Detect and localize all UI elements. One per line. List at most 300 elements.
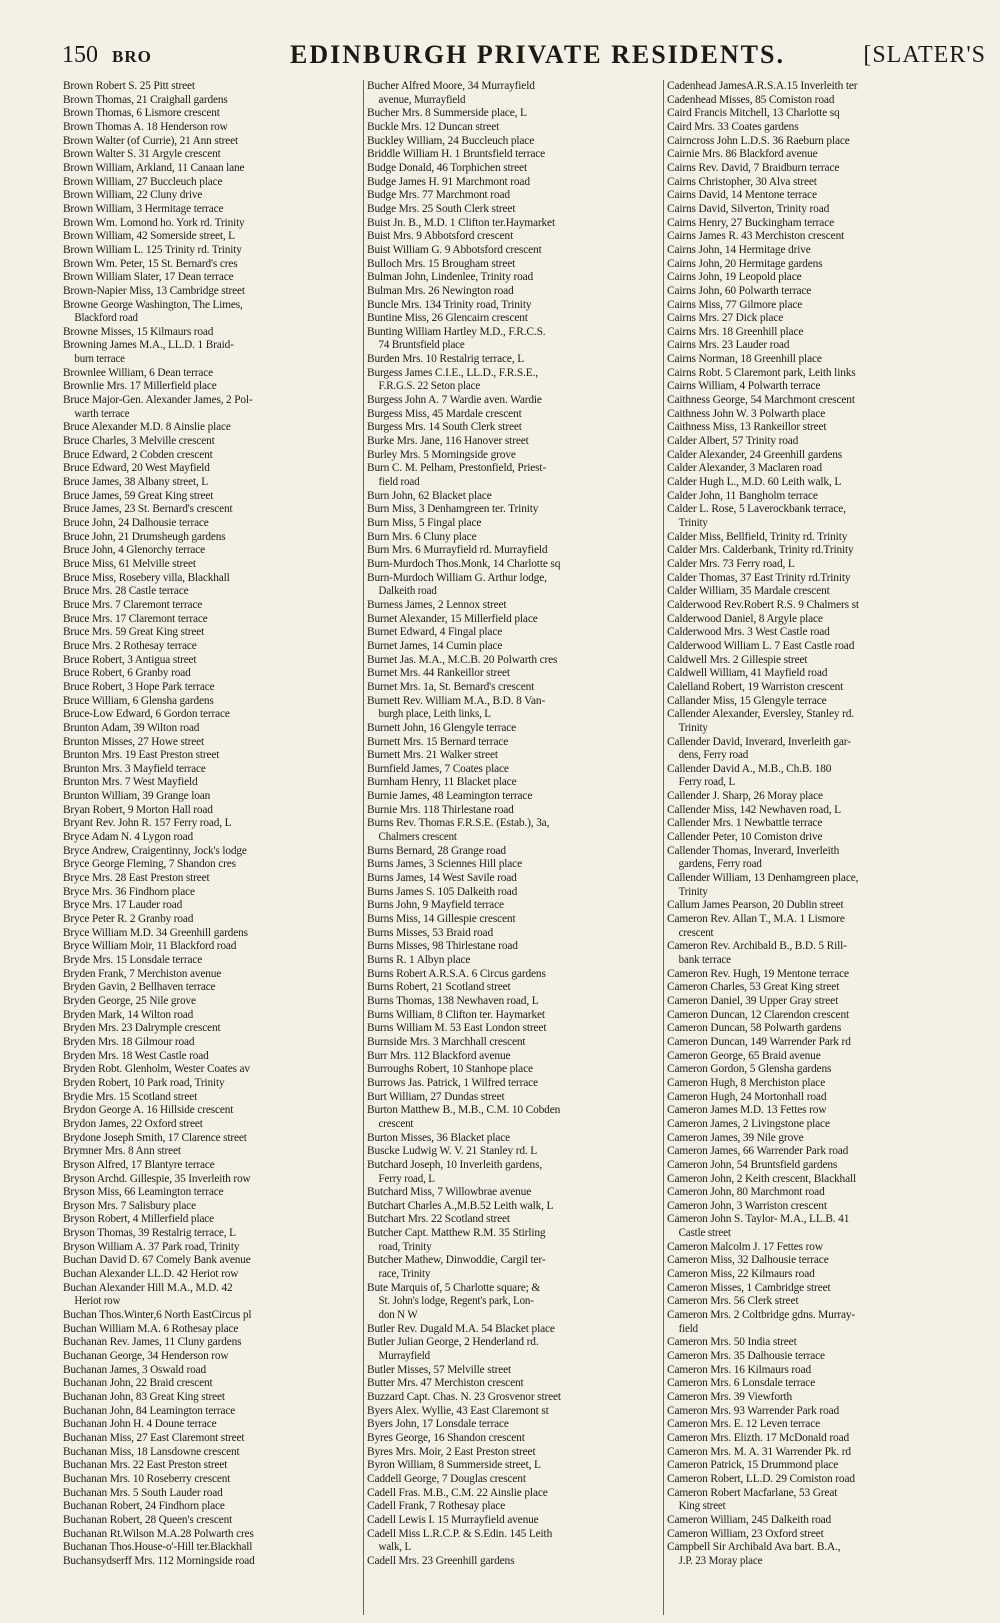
directory-entry: Bruce James, 59 Great King street: [63, 489, 214, 502]
directory-entry: Buist Mrs. 9 Abbotsford crescent: [367, 230, 514, 243]
directory-entry: Buchansydserff Mrs. 112 Morningside road: [63, 1554, 255, 1567]
directory-entry: Ferry road, L: [378, 1172, 435, 1185]
page-title: EDINBURGH PRIVATE RESIDENTS.: [290, 40, 785, 69]
directory-entry: Calderwood William L. 7 East Castle road: [667, 639, 855, 652]
directory-entry: Brown William, 27 Buccleuch place: [63, 175, 223, 188]
directory-entry: Burnham Henry, 11 Blacket place: [367, 776, 517, 789]
directory-entry: Bruce Major-Gen. Alexander James, 2 Pol-: [63, 394, 253, 407]
directory-entry: Buchanan John, 84 Leamington terrace: [63, 1404, 236, 1417]
directory-entry: Bruce John, 21 Drumsheugh gardens: [63, 530, 226, 543]
directory-entry: gardens, Ferry road: [678, 858, 762, 871]
directory-entry: Trinity: [678, 721, 708, 734]
directory-entry: Heriot row: [74, 1295, 121, 1308]
directory-entry: Callender Alexander, Eversley, Stanley rd.: [667, 708, 855, 721]
directory-entry: Cameron Malcolm J. 17 Fettes row: [667, 1240, 823, 1253]
directory-entry: Cadell Miss L.R.C.P. & S.Edin. 145 Leith: [367, 1527, 553, 1540]
directory-entry: Cairns Rev. David, 7 Braidburn terrace: [667, 161, 840, 174]
directory-entry: Cameron Mrs. 56 Clerk street: [667, 1295, 799, 1308]
directory-entry: Brunton Misses, 27 Howe street: [63, 735, 204, 748]
directory-entry: Buncle Mrs. 134 Trinity road, Trinity: [367, 298, 532, 311]
directory-entry: Burnett Mrs. 21 Walker street: [367, 749, 498, 762]
directory-entry: Buchan Alexander Hill M.A., M.D. 42: [63, 1281, 233, 1294]
directory-entry: Brymner Mrs. 8 Ann street: [63, 1145, 181, 1158]
directory-entry: Bryson Thomas, 39 Restalrig terrace, L: [63, 1227, 236, 1240]
directory-entry: field: [678, 1322, 699, 1335]
directory-entry: Cameron Mrs. 93 Warrender Park road: [667, 1404, 840, 1417]
directory-entry: Brown William, 42 Somerside street, L: [63, 230, 235, 243]
directory-entry: Buist William G. 9 Abbotsford crescent: [367, 243, 542, 256]
directory-entry: Cairns Mrs. 23 Lauder road: [667, 339, 790, 352]
directory-entry: Caithness John W. 3 Polwarth place: [667, 407, 826, 420]
directory-entry: Burroughs Robert, 10 Stanhope place: [367, 1063, 533, 1076]
directory-entry: Cameron Misses, 1 Cambridge street: [667, 1281, 831, 1294]
directory-entry: Burns Miss, 14 Gillespie crescent: [367, 913, 516, 926]
directory-entry: Burn C. M. Pelham, Prestonfield, Priest-: [367, 462, 547, 475]
directory-entry: Cameron Mrs. Elizth. 17 McDonald road: [667, 1431, 850, 1444]
directory-entry: Bucher Alfred Moore, 34 Murrayfield: [367, 80, 535, 92]
directory-entry: Buist Jn. B., M.D. 1 Clifton ter.Haymarket: [367, 216, 555, 229]
directory-entry: Burns Robert, 21 Scotland street: [367, 981, 511, 994]
directory-entry: Cameron William, 245 Dalkeith road: [667, 1513, 832, 1526]
directory-entry: Cairncross John L.D.S. 36 Raeburn place: [667, 134, 850, 147]
directory-entry: Brownlie Mrs. 17 Millerfield place: [63, 380, 217, 393]
directory-entry: Cameron Mrs. 16 Kilmaurs road: [667, 1363, 812, 1376]
directory-entry: Bryden Robt. Glenholm, Wester Coates av: [63, 1063, 250, 1076]
directory-entry: Brown William L. 125 Trinity rd. Trinity: [63, 243, 242, 256]
directory-entry: 74 Bruntsfield place: [378, 339, 465, 352]
directory-entry: Brydon James, 22 Oxford street: [63, 1117, 203, 1130]
directory-entry: Callum James Pearson, 20 Dublin street: [667, 899, 844, 912]
directory-entry: Burgess Mrs. 14 South Clerk street: [367, 421, 522, 434]
directory-entry: Cairns Henry, 27 Buckingham terrace: [667, 216, 835, 229]
directory-entry: Bryden Gavin, 2 Bellhaven terrace: [63, 981, 216, 994]
directory-entry: warth terrace: [74, 407, 130, 420]
directory-entry: Burnet Edward, 4 Fingal place: [367, 626, 503, 639]
directory-entry: Burness James, 2 Lennox street: [367, 598, 507, 611]
directory-entry: Burnet Mrs. 44 Rankeillor street: [367, 667, 510, 680]
directory-entry: Calder L. Rose, 5 Laverockbank terrace,: [667, 503, 846, 516]
directory-entry: Bruce John, 4 Glenorchy terrace: [63, 544, 206, 557]
directory-entry: Cameron Duncan, 58 Polwarth gardens: [667, 1022, 842, 1035]
directory-entry: field road: [378, 476, 420, 489]
directory-entry: Burton Matthew B., M.B., C.M. 10 Cobden: [367, 1104, 561, 1117]
directory-entry: Byres George, 16 Shandon crescent: [367, 1431, 525, 1444]
directory-entry: Bryden Frank, 7 Merchiston avenue: [63, 967, 222, 980]
directory-entry: Byers John, 17 Lonsdale terrace: [367, 1418, 509, 1431]
directory-entry: Calder John, 11 Bangholm terrace: [667, 489, 818, 502]
directory-entry: Brown Wm. Peter, 15 St. Bernard's cres: [63, 257, 238, 270]
directory-entry: Bryden George, 25 Nile grove: [63, 994, 196, 1007]
directory-entry: Buchanan Miss, 27 East Claremont street: [63, 1431, 245, 1444]
directory-entry: Butler Misses, 57 Melville street: [367, 1363, 512, 1376]
directory-entry: Bryce Peter R. 2 Granby road: [63, 913, 194, 926]
directory-entry: Cameron Rev. Hugh, 19 Mentone terrace: [667, 967, 849, 980]
directory-entry: Buchanan Rev. James, 11 Cluny gardens: [63, 1336, 242, 1349]
directory-entry: Burnett John, 16 Glengyle terrace: [367, 721, 517, 734]
directory-entry: Trinity: [678, 517, 708, 529]
directory-entry: Burns Rev. Thomas F.R.S.E. (Estab.), 3a,: [367, 817, 550, 830]
directory-entry: Brown Thomas, 6 Lismore crescent: [63, 107, 220, 120]
directory-entry: Burn Miss, 3 Denhamgreen ter. Trinity: [367, 503, 539, 516]
directory-entry: Cameron Gordon, 5 Glensha gardens: [667, 1063, 832, 1076]
directory-entry: Cameron John S. Taylor- M.A., LL.B. 41: [667, 1213, 850, 1226]
directory-entry: Cairns John, 19 Leopold place: [667, 271, 802, 284]
directory-entry: Bruce Miss, 61 Melville street: [63, 557, 196, 570]
directory-entry: Buchanan Robert, 28 Queen's crescent: [63, 1513, 233, 1526]
directory-entry: Chalmers crescent: [378, 831, 457, 844]
directory-entry: Cairns David, Silverton, Trinity road: [667, 202, 830, 215]
directory-entry: Brown Thomas A. 18 Henderson row: [63, 120, 228, 133]
directory-entry: Cairns Mrs. 18 Greenhill place: [667, 325, 804, 338]
directory-entry: Bryden Robert, 10 Park road, Trinity: [63, 1076, 225, 1089]
directory-entry: Cameron Rev. Allan T., M.A. 1 Lismore: [667, 913, 845, 926]
directory-entry: Callander Miss, 15 Glengyle terrace: [667, 694, 827, 707]
directory-entry: Budge Donald, 46 Torphichen street: [367, 161, 527, 174]
directory-entry: Bruce William, 6 Glensha gardens: [63, 694, 214, 707]
directory-entry: Budge Mrs. 25 South Clerk street: [367, 202, 516, 215]
directory-entry: Burns Thomas, 138 Newhaven road, L: [367, 994, 539, 1007]
directory-entry: Calder Miss, Bellfield, Trinity rd. Trinity: [667, 530, 848, 543]
directory-entry: Butter Mrs. 47 Merchiston crescent: [367, 1377, 524, 1390]
directory-entry: Calder Mrs. 73 Ferry road, L: [667, 557, 795, 570]
directory-entry: Cairns David, 14 Mentone terrace: [667, 189, 817, 202]
directory-entry: Brydie Mrs. 15 Scotland street: [63, 1090, 198, 1103]
directory-entry: Budge James H. 91 Marchmont road: [367, 175, 530, 188]
directory-entry: Brown Thomas, 21 Craighall gardens: [63, 93, 228, 106]
directory-entry: Bryce Mrs. 17 Lauder road: [63, 899, 183, 912]
directory-entry: Cameron John, 80 Marchmont road: [667, 1186, 825, 1199]
directory-entry: Brown William, Arkland, 11 Canaan lane: [63, 161, 245, 174]
directory-entry: Burns Robert A.R.S.A. 6 Circus gardens: [367, 967, 546, 980]
directory-entry: crescent: [678, 926, 714, 939]
directory-entry: Bryce Adam N. 4 Lygon road: [63, 831, 193, 844]
directory-entry: Caldwell Mrs. 2 Gillespie street: [667, 653, 808, 666]
directory-entry: Bryden Mark, 14 Wilton road: [63, 1008, 194, 1021]
directory-entry: Bruce Edward, 20 West Mayfield: [63, 462, 210, 475]
directory-entry: Cairns John, 20 Hermitage gardens: [667, 257, 823, 270]
directory-entry: Cameron Hugh, 24 Mortonhall road: [667, 1090, 827, 1103]
directory-entry: Bruce Robert, 3 Hope Park terrace: [63, 680, 215, 693]
directory-entry: Buckle Mrs. 12 Duncan street: [367, 120, 500, 133]
directory-entry: Bruce Mrs. 59 Great King street: [63, 626, 205, 639]
directory-entry: Burns William, 8 Clifton ter. Haymarket: [367, 1008, 545, 1021]
directory-entry: Burns James, 3 Sciennes Hill place: [367, 858, 522, 871]
directory-entry: Burns John, 9 Mayfield terrace: [367, 899, 504, 912]
directory-entry: Cameron James, 39 Nile grove: [667, 1131, 804, 1144]
directory-entry: Briddle William H. 1 Bruntsfield terrace: [367, 148, 546, 161]
directory-entry: Cameron James, 2 Livingstone place: [667, 1117, 830, 1130]
directory-entry: Bryson Mrs. 7 Salisbury place: [63, 1199, 196, 1212]
directory-entry: Browning James M.A., LL.D. 1 Braid-: [63, 339, 234, 352]
directory-entry: Cameron Mrs. 6 Lonsdale terrace: [667, 1377, 816, 1390]
directory-entry: Cairns John, 60 Polwarth terrace: [667, 284, 812, 297]
directory-entry: Blackford road: [74, 312, 138, 325]
directory-entry: Buzzard Capt. Chas. N. 23 Grosvenor street: [367, 1391, 561, 1403]
directory-entry: Bryden Mrs. 18 West Castle road: [63, 1049, 209, 1062]
directory-entry: Cameron Daniel, 39 Upper Gray street: [667, 994, 839, 1007]
directory-entry: Burnie James, 48 Leamington terrace: [367, 790, 533, 803]
directory-entry: Cameron Patrick, 15 Drummond place: [667, 1459, 839, 1472]
directory-entry: Brown-Napier Miss, 13 Cambridge street: [63, 284, 245, 297]
directory-entry: Bruce Mrs. 2 Rothesay terrace: [63, 639, 197, 652]
directory-column-3: [663, 80, 992, 1615]
directory-entry: Bulloch Mrs. 15 Brougham street: [367, 257, 516, 270]
directory-entry: burgh place, Leith links, L: [378, 708, 491, 721]
directory-entry: Brownlee William, 6 Dean terrace: [63, 366, 214, 379]
directory-entry: Bruce John, 24 Dalhousie terrace: [63, 517, 209, 529]
directory-column-1: [63, 80, 357, 1615]
directory-entry: Buchanan John, 83 Great King street: [63, 1391, 225, 1403]
directory-entry: Brunton Mrs. 3 Mayfield terrace: [63, 762, 206, 775]
directory-entry: Buchanan George, 34 Henderson row: [63, 1350, 229, 1363]
directory-entry: Caithness Miss, 13 Rankeillor street: [667, 421, 827, 434]
directory-entry: Cairns James R. 43 Merchiston crescent: [667, 230, 845, 243]
directory-entry: Buchanan Thos.House-o'-Hill ter.Blackhall: [63, 1541, 253, 1554]
directory-entry: J.P. 23 Moray place: [678, 1554, 763, 1567]
directory-entry: Campbell Sir Archibald Ava bart. B.A.,: [667, 1541, 841, 1554]
directory-entry: Cadell Mrs. 23 Greenhill gardens: [367, 1554, 515, 1567]
directory-entry: Dalkeith road: [378, 585, 437, 598]
directory-entry: Calderwood Rev.Robert R.S. 9 Chalmers st: [667, 598, 859, 611]
directory-entry: Bruce Alexander M.D. 8 Ainslie place: [63, 421, 231, 434]
directory-entry: Butcher Mathew, Dinwoddie, Cargil ter-: [367, 1254, 546, 1267]
directory-entry: Burton Misses, 36 Blacket place: [367, 1131, 511, 1144]
directory-entry: Burnie Mrs. 118 Thirlestane road: [367, 803, 514, 816]
directory-entry: Burnet Alexander, 15 Millerfield place: [367, 612, 538, 625]
directory-entry: Cameron Mrs. 35 Dalhousie terrace: [667, 1350, 825, 1363]
directory-entry: Bruce Miss, Rosebery villa, Blackhall: [63, 571, 230, 584]
directory-entry: Cameron William, 23 Oxford street: [667, 1527, 824, 1540]
directory-entry: Cairns Miss, 77 Gilmore place: [667, 298, 803, 311]
directory-entry: burn terrace: [74, 353, 125, 366]
directory-entry: Cadell Frank, 7 Rothesay place: [367, 1500, 506, 1513]
directory-entry: Calder Alexander, 3 Maclaren road: [667, 462, 822, 475]
directory-entry: Bucher Mrs. 8 Summerside place, L: [367, 107, 527, 120]
directory-entry: Burke Mrs. Jane, 116 Hanover street: [367, 435, 529, 448]
directory-entry: crescent: [378, 1117, 414, 1130]
directory-entry: Buchanan John H. 4 Doune terrace: [63, 1418, 217, 1431]
directory-entry: Cameron Duncan, 12 Clarendon crescent: [667, 1008, 850, 1021]
directory-entry: Cairns William, 4 Polwarth terrace: [667, 380, 821, 393]
directory-entry: Bryce William Moir, 11 Blackford road: [63, 940, 237, 953]
directory-entry: Buchanan Mrs. 5 South Lauder road: [63, 1486, 223, 1499]
directory-column-2: [363, 80, 661, 1615]
directory-entry: Brown Walter (of Currie), 21 Ann street: [63, 134, 238, 147]
directory-entry: Byron William, 8 Summerside street, L: [367, 1459, 541, 1472]
directory-entry: Cameron James, 66 Warrender Park road: [667, 1145, 849, 1158]
directory-entry: Bryce Mrs. 36 Findhorn place: [63, 885, 195, 898]
directory-entry: Cameron Hugh, 8 Merchiston place: [667, 1076, 826, 1089]
directory-entry: Cameron Mrs. 50 India street: [667, 1336, 797, 1349]
directory-entry: Bruce Mrs. 17 Claremont terrace: [63, 612, 208, 625]
directory-entry: Bryson Archd. Gillespie, 35 Inverleith row: [63, 1172, 251, 1185]
directory-entry: Calder William, 35 Mardale crescent: [667, 585, 830, 598]
directory-entry: St. John's lodge, Regent's park, Lon-: [378, 1295, 534, 1308]
directory-entry: Cairnie Mrs. 86 Blackford avenue: [667, 148, 818, 161]
directory-entry: Buchan Alexander LL.D. 42 Heriot row: [63, 1268, 239, 1281]
directory-entry: Bryce Mrs. 28 East Preston street: [63, 872, 210, 885]
directory-entry: Brunton William, 39 Grange loan: [63, 790, 211, 803]
page-header: [62, 40, 986, 78]
directory-entry: don N W: [378, 1309, 418, 1322]
directory-entry: Calder Albert, 57 Trinity road: [667, 435, 799, 448]
directory-entry: Calderwood Daniel, 8 Argyle place: [667, 612, 823, 625]
directory-entry: Butler Julian George, 2 Henderland rd.: [367, 1336, 539, 1349]
directory-entry: Cameron George, 65 Braid avenue: [667, 1049, 821, 1062]
directory-entry: Trinity: [678, 885, 708, 898]
directory-entry: Byers Alex. Wyllie, 43 East Claremont st: [367, 1404, 549, 1417]
directory-entry: Bruce Mrs. 28 Castle terrace: [63, 585, 189, 598]
directory-entry: Cameron John, 54 Bruntsfield gardens: [667, 1158, 838, 1171]
directory-entry: Callender William, 13 Denhamgreen place,: [667, 872, 859, 885]
directory-entry: Ferry road, L: [678, 776, 736, 789]
directory-entry: Callender Mrs. 1 Newbattle terrace: [667, 817, 823, 830]
directory-entry: Burns William M. 53 East London street: [367, 1022, 547, 1035]
directory-entry: Brunton Adam, 39 Wilton road: [63, 721, 200, 734]
directory-entry: Bryce George Fleming, 7 Shandon cres: [63, 858, 236, 871]
directory-entry: Burgess Miss, 45 Mardale crescent: [367, 407, 522, 420]
directory-entry: Buchan David D. 67 Comely Bank avenue: [63, 1254, 251, 1267]
directory-entry: Caird Mrs. 33 Coates gardens: [667, 120, 799, 133]
directory-entry: Cameron Duncan, 149 Warrender Park rd: [667, 1035, 851, 1048]
directory-entry: Cairns Robt. 5 Claremont park, Leith links: [667, 366, 856, 379]
directory-entry: Cameron Miss, 22 Kilmaurs road: [667, 1268, 815, 1281]
directory-entry: Cairns Norman, 18 Greenhill place: [667, 353, 822, 366]
directory-entry: Bryan Robert, 9 Morton Hall road: [63, 803, 213, 816]
directory-entry: Cadell Lewis I. 15 Murrayfield avenue: [367, 1513, 539, 1526]
directory-entry: Buchanan Robert, 24 Findhorn place: [63, 1500, 225, 1513]
directory-entry: Bruce Edward, 2 Cobden crescent: [63, 448, 213, 461]
directory-entry: Cameron John, 3 Warriston crescent: [667, 1199, 827, 1212]
directory-entry: Buchanan Mrs. 22 East Preston street: [63, 1459, 228, 1472]
directory-entry: Burgess John A. 7 Wardie aven. Wardie: [367, 394, 542, 407]
directory-entry: walk, L: [378, 1541, 412, 1554]
directory-entry: Caddell George, 7 Douglas crescent: [367, 1472, 526, 1485]
directory-entry: Buchanan James, 3 Oswald road: [63, 1363, 207, 1376]
directory-entry: Butchart Mrs. 22 Scotland street: [367, 1213, 510, 1226]
directory-entry: Bulman Mrs. 26 Newington road: [367, 284, 514, 297]
directory-entry: Bruce Mrs. 7 Claremont terrace: [63, 598, 203, 611]
directory-entry: Buchan Thos.Winter,6 North EastCircus pl: [63, 1309, 252, 1322]
directory-entry: Callender David A., M.B., Ch.B. 180: [667, 762, 832, 775]
directory-entry: Bruce-Low Edward, 6 Gordon terrace: [63, 708, 230, 721]
directory-entry: Burnet Jas. M.A., M.C.B. 20 Polwarth cres: [367, 653, 558, 666]
directory-entry: Bruce James, 23 St. Bernard's crescent: [63, 503, 233, 516]
directory-entry: Calelland Robert, 19 Warriston crescent: [667, 680, 844, 693]
directory-entry: Butchard Miss, 7 Willowbrae avenue: [367, 1186, 532, 1199]
directory-entry: Bryson Alfred, 17 Blantyre terrace: [63, 1158, 215, 1171]
directory-entry: Burn-Murdoch William G. Arthur lodge,: [367, 571, 547, 584]
directory-entry: Budge Mrs. 77 Marchmont road: [367, 189, 510, 202]
directory-entry: Burn Mrs. 6 Murrayfield rd. Murrayfield: [367, 544, 548, 557]
directory-entry: Brown Walter S. 31 Argyle crescent: [63, 148, 221, 161]
directory-entry: Burley Mrs. 5 Morningside grove: [367, 448, 516, 461]
directory-entry: Buchan William M.A. 6 Rothesay place: [63, 1322, 239, 1335]
directory-entry: Cairns Mrs. 27 Dick place: [667, 312, 784, 325]
directory-entry: Bryce Andrew, Craigentinny, Jock's lodge: [63, 844, 247, 857]
directory-entry: Bryson William A. 37 Park road, Trinity: [63, 1240, 240, 1253]
directory-entry: Bruce Robert, 3 Antigua street: [63, 653, 197, 666]
directory-entry: Burnet James, 14 Cumin place: [367, 639, 503, 652]
directory-entry: Calder Alexander, 24 Greenhill gardens: [667, 448, 843, 461]
directory-entry: bank terrace: [678, 954, 731, 966]
directory-entry: Bryde Mrs. 15 Lonsdale terrace: [63, 954, 203, 966]
publisher-mark: [SLATER'S: [863, 42, 986, 68]
directory-entry: Bruce Robert, 6 Granby road: [63, 667, 191, 680]
directory-entry: Burr Mrs. 112 Blackford avenue: [367, 1049, 511, 1062]
directory-entry: Burrows Jas. Patrick, 1 Wilfred terrace: [367, 1076, 538, 1089]
directory-entry: Brown William, 22 Cluny drive: [63, 189, 203, 202]
directory-entry: Cadenhead JamesA.R.S.A.15 Inverleith ter: [667, 80, 858, 92]
directory-entry: Callender Thomas, Inverard, Inverleith: [667, 844, 840, 857]
directory-entry: Bulman John, Lindenlee, Trinity road: [367, 271, 534, 284]
directory-entry: Calder Mrs. Calderbank, Trinity rd.Trinity: [667, 544, 854, 557]
directory-entry: King street: [678, 1500, 726, 1513]
directory-entry: Callender Peter, 10 Comiston drive: [667, 831, 823, 844]
directory-entry: Burgess James C.I.E., LL.D., F.R.S.E.,: [367, 366, 538, 379]
directory-entry: Buscke Ludwig W. V. 21 Stanley rd. L: [367, 1145, 538, 1158]
directory-entry: Caldwell William, 41 Mayfield road: [667, 667, 828, 680]
directory-entry: Burnett Rev. William M.A., B.D. 8 Van-: [367, 694, 546, 707]
directory-entry: Butcher Capt. Matthew R.M. 35 Stirling: [367, 1227, 546, 1240]
directory-entry: Cameron Mrs. M. A. 31 Warrender Pk. rd: [667, 1445, 851, 1458]
directory-entry: Bryson Robert, 4 Millerfield place: [63, 1213, 215, 1226]
directory-entry: Browne George Washington, The Limes,: [63, 298, 243, 311]
directory-entry: F.R.G.S. 22 Seton place: [378, 380, 481, 393]
directory-entry: Buchanan Rt.Wilson M.A.28 Polwarth cres: [63, 1527, 254, 1540]
directory-entry: Bryant Rev. John R. 157 Ferry road, L: [63, 817, 232, 830]
directory-entry: Calderwood Mrs. 3 West Castle road: [667, 626, 830, 639]
running-head: BRO: [112, 47, 152, 66]
directory-entry: Bruce Charles, 3 Melville crescent: [63, 435, 215, 448]
directory-entry: Buckley William, 24 Buccleuch place: [367, 134, 535, 147]
directory-entry: Murrayfield: [378, 1350, 430, 1363]
directory-entry: Burnett Mrs. 15 Bernard terrace: [367, 735, 509, 748]
directory-entry: Burn John, 62 Blacket place: [367, 489, 492, 502]
directory-entry: Burnet Mrs. 1a, St. Bernard's crescent: [367, 680, 535, 693]
directory-entry: Brown William, 3 Hermitage terrace: [63, 202, 224, 215]
directory-entry: Burn Mrs. 6 Cluny place: [367, 530, 477, 543]
directory-entry: race, Trinity: [378, 1268, 431, 1281]
directory-entry: Bruce James, 38 Albany street, L: [63, 476, 209, 489]
directory-entry: Burns James, 14 West Savile road: [367, 872, 517, 885]
directory-entry: Callender Miss, 142 Newhaven road, L: [667, 803, 841, 816]
directory-entry: Bryden Mrs. 23 Dalrymple crescent: [63, 1022, 221, 1035]
directory-entry: Cadell Fras. M.B., C.M. 22 Ainslie place: [367, 1486, 548, 1499]
directory-entry: Cameron Miss, 32 Dalhousie terrace: [667, 1254, 829, 1267]
directory-entry: Burn-Murdoch Thos.Monk, 14 Charlotte sq: [367, 557, 561, 570]
directory-entry: Cameron Charles, 53 Great King street: [667, 981, 840, 994]
directory-entry: Cameron Robert Macfarlane, 53 Great: [667, 1486, 838, 1499]
directory-entry: Caird Francis Mitchell, 13 Charlotte sq: [667, 107, 840, 120]
directory-entry: Callender David, Inverard, Inverleith gar-: [667, 735, 851, 748]
directory-entry: Bunting William Hartley M.D., F.R.C.S.: [367, 325, 546, 338]
directory-entry: road, Trinity: [378, 1240, 432, 1253]
directory-entry: Byres Mrs. Moir, 2 East Preston street: [367, 1445, 536, 1458]
directory-entry: Butler Rev. Dugald M.A. 54 Blacket place: [367, 1322, 555, 1335]
directory-entry: Cameron Mrs. 39 Viewforth: [667, 1391, 793, 1403]
directory-entry: Bryden Mrs. 18 Gilmour road: [63, 1035, 195, 1048]
directory-entry: Burn Miss, 5 Fingal place: [367, 517, 482, 529]
directory-entry: Brown Robert S. 25 Pitt street: [63, 80, 195, 92]
directory-entry: Butchard Joseph, 10 Inverleith gardens,: [367, 1158, 543, 1171]
directory-entry: Callender J. Sharp, 26 Moray place: [667, 790, 823, 803]
directory-entry: Castle street: [678, 1227, 731, 1240]
directory-entry: Burns Misses, 98 Thirlestane road: [367, 940, 518, 953]
directory-entry: Burt William, 27 Dundas street: [367, 1090, 505, 1103]
directory-entry: Cameron John, 2 Keith crescent, Blackhall: [667, 1172, 857, 1185]
directory-entry: Cairns John, 14 Hermitage drive: [667, 243, 811, 256]
